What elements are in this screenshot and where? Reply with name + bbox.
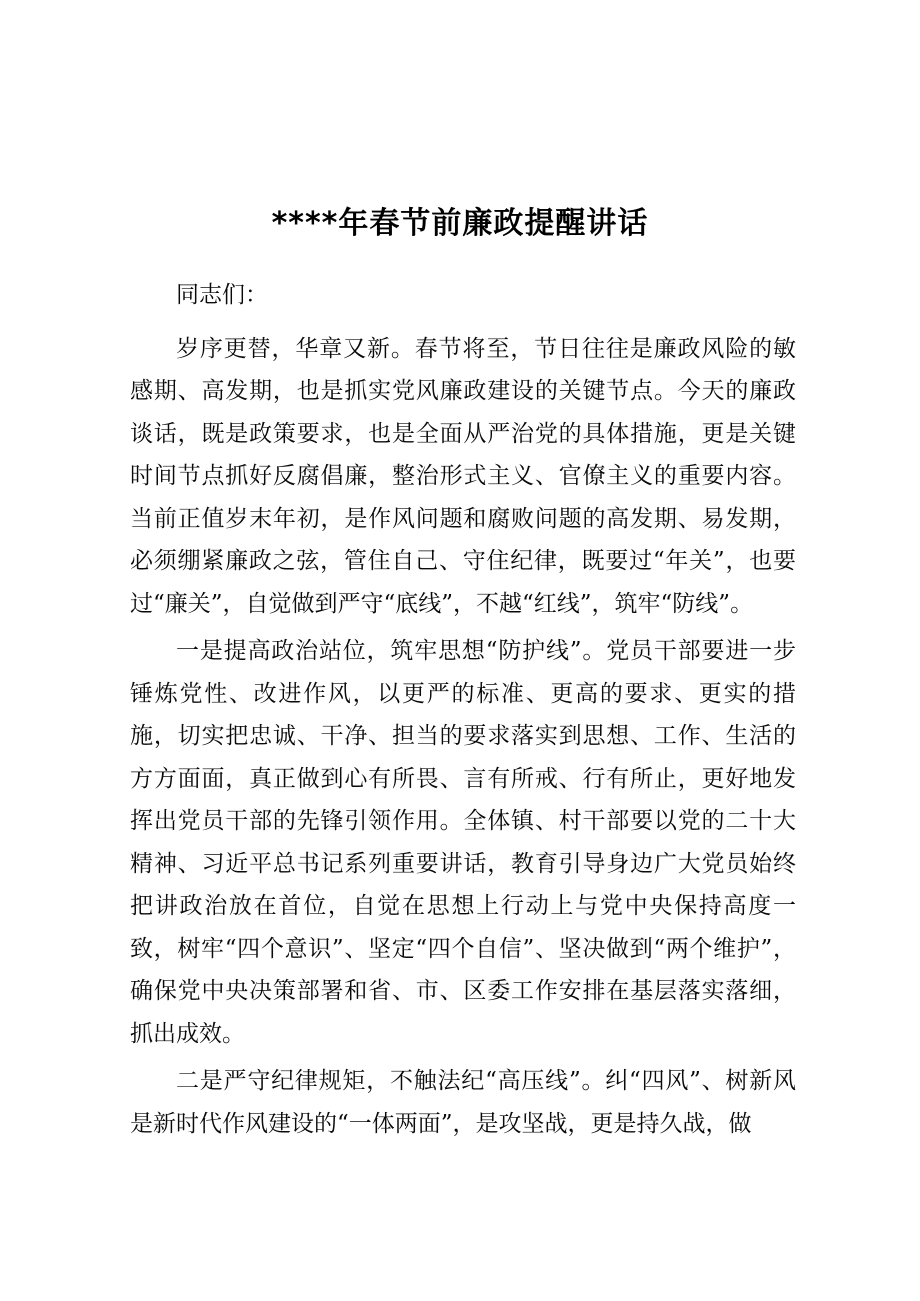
paragraph-point-one: 一是提高政治站位，筑牢思想“防护线”。党员干部要进一步锤炼党性、改进作风，以更严的标准、更高的要求、更实的措施，切实把忠诚、干净、担当的要求落实到思想、工作、生活的方方面面，真正做到心有所畏、言有所戒、行有所止，更好地发挥出党员干部的先锋引领作用。全体镇、村干部要以党的二十大精神、习近平总书记系列重要讲话，教育引导身边广大党员始终把讲政治放在首位，自觉在思想上行动上与党中央保持高度一致，树牢“四个意识”、坚定“四个自信”、坚决做到“两个维护”，确保党中央决策部署和省、市、区委工作安排在基层落实落细，抓出成效。 — [130, 638, 796, 1047]
salutation: 同志们： — [176, 282, 268, 308]
paragraph-opening: 岁序更替，华章又新。春节将至，节日往往是廉政风险的敏感期、高发期，也是抓实党风廉政建设的关键节点。今天的廉政谈话，既是政策要求，也是全面从严治党的具体措施，更是关键时间节点抓好反腐倡廉，整治形式主义、官僚主义的重要内容。当前正值岁末年初，是作风问题和腐败问题的高发期、易发期，必须绷紧廉政之弦，管住自己、守住纪律，既要过“年关”，也要过“廉关”，自觉做到严守“底线”，不越“红线”，筑牢“防线”。 — [130, 335, 796, 617]
document-body — [130, 274, 796, 1145]
document-title: ****年春节前廉政提醒讲话 — [271, 206, 649, 241]
paragraph-point-two: 二是严守纪律规矩，不触法纪“高压线”。纠“四风”、树新风是新时代作风建设的“一体两面”，是攻坚战，更是持久战，做 — [130, 1068, 796, 1137]
